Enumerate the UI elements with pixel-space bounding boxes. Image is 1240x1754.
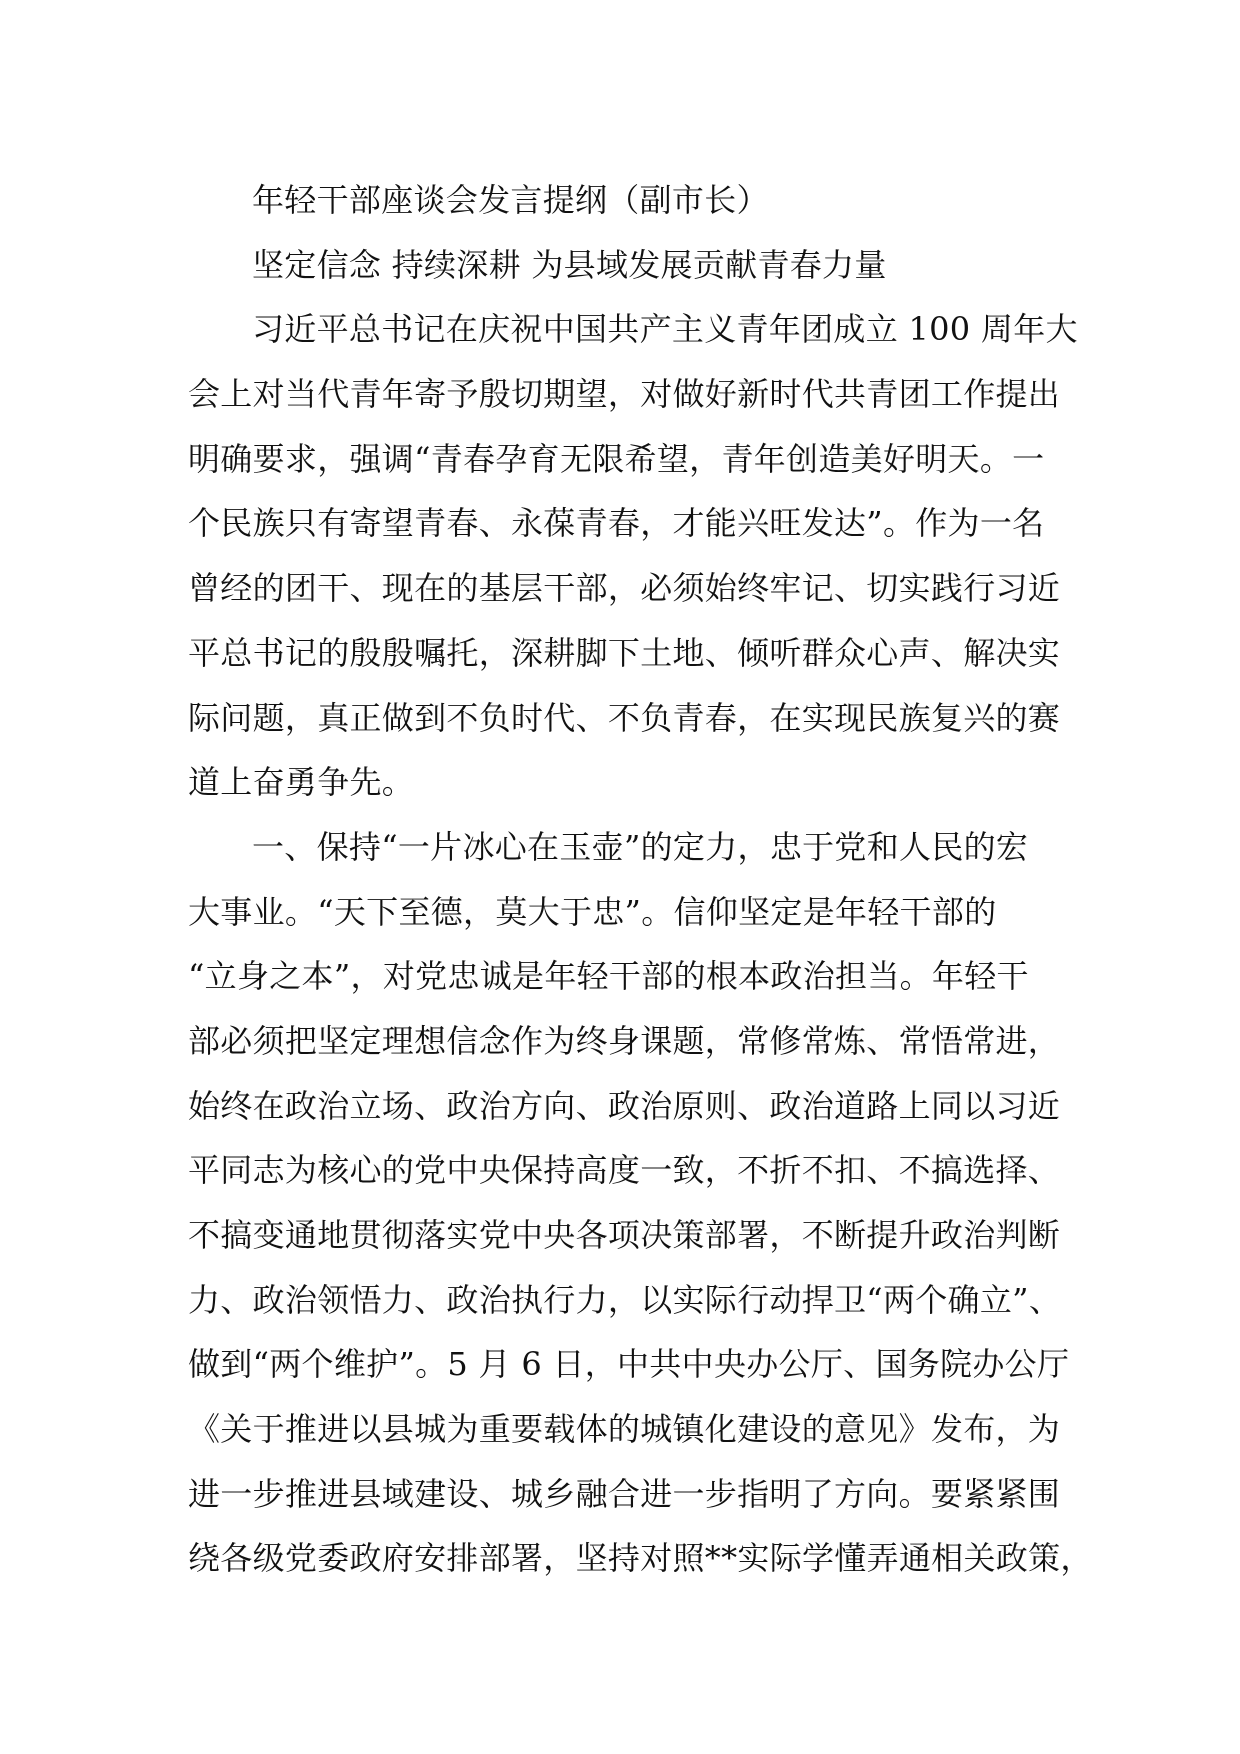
- document-page: [188, 168, 1093, 1591]
- paragraph-line: 不搞变通地贯彻落实党中央各项决策部署，不断提升政治判断: [188, 1216, 1061, 1254]
- paragraph-line: 习近平总书记在庆祝中国共产主义青年团成立 100 周年大: [252, 310, 1078, 349]
- paragraph-line: 始终在政治立场、政治方向、政治原则、政治道路上同以习近: [188, 1086, 1061, 1125]
- paragraph-line: 《关于推进以县城为重要载体的城镇化建设的意见》发布，为: [188, 1410, 1061, 1449]
- paragraph-line: 绕各级党委政府安排部署，坚持对照**实际学懂弄通相关政策，: [188, 1539, 1093, 1578]
- paragraph-line: 明确要求，强调“青春孕育无限希望，青年创造美好明天。一: [188, 439, 1045, 478]
- paragraph-line: 曾经的团干、现在的基层干部，必须始终牢记、切实践行习近: [188, 569, 1061, 608]
- paragraph-line: 平同志为核心的党中央保持高度一致，不折不扣、不搞选择、: [188, 1151, 1061, 1190]
- paragraph-intro: [188, 297, 1078, 815]
- paragraph-line: 进一步推进县域建设、城乡融合进一步指明了方向。要紧紧围: [188, 1474, 1061, 1513]
- paragraph-line: 会上对当代青年寄予殷切期望，对做好新时代共青团工作提出: [188, 375, 1061, 414]
- paragraph-line: 部必须把坚定理想信念作为终身课题，常修常炼、常悟常进，: [188, 1021, 1061, 1060]
- paragraph-line: 大事业。“天下至德，莫大于忠”。信仰坚定是年轻干部的: [188, 892, 997, 931]
- paragraph-line: 个民族只有寄望青春、永葆青春，才能兴旺发达”。作为一名: [188, 504, 1045, 543]
- document-title: 年轻干部座谈会发言提纲（副市长）: [252, 181, 769, 219]
- paragraph-line: 际问题，真正做到不负时代、不负青春，在实现民族复兴的赛: [188, 698, 1061, 737]
- paragraph-section-one: [188, 815, 1093, 1591]
- paragraph-line: 力、政治领悟力、政治执行力，以实际行动捍卫“两个确立”、: [188, 1280, 1062, 1319]
- paragraph-line: 道上奋勇争先。: [188, 763, 415, 802]
- paragraph-line: “立身之本”，对党忠诚是年轻干部的根本政治担当。年轻干: [188, 957, 1029, 996]
- document-subtitle: 坚定信念 持续深耕 为县域发展贡献青春力量: [252, 245, 887, 284]
- paragraph-line: 做到“两个维护”。5 月 6 日，中共中央办公厅、国务院办公厅: [188, 1345, 1070, 1384]
- paragraph-line: 一、保持“一片冰心在玉壶”的定力，忠于党和人民的宏: [252, 827, 1029, 866]
- paragraph-line: 平总书记的殷殷嘱托，深耕脚下土地、倾听群众心声、解决实: [188, 633, 1061, 672]
